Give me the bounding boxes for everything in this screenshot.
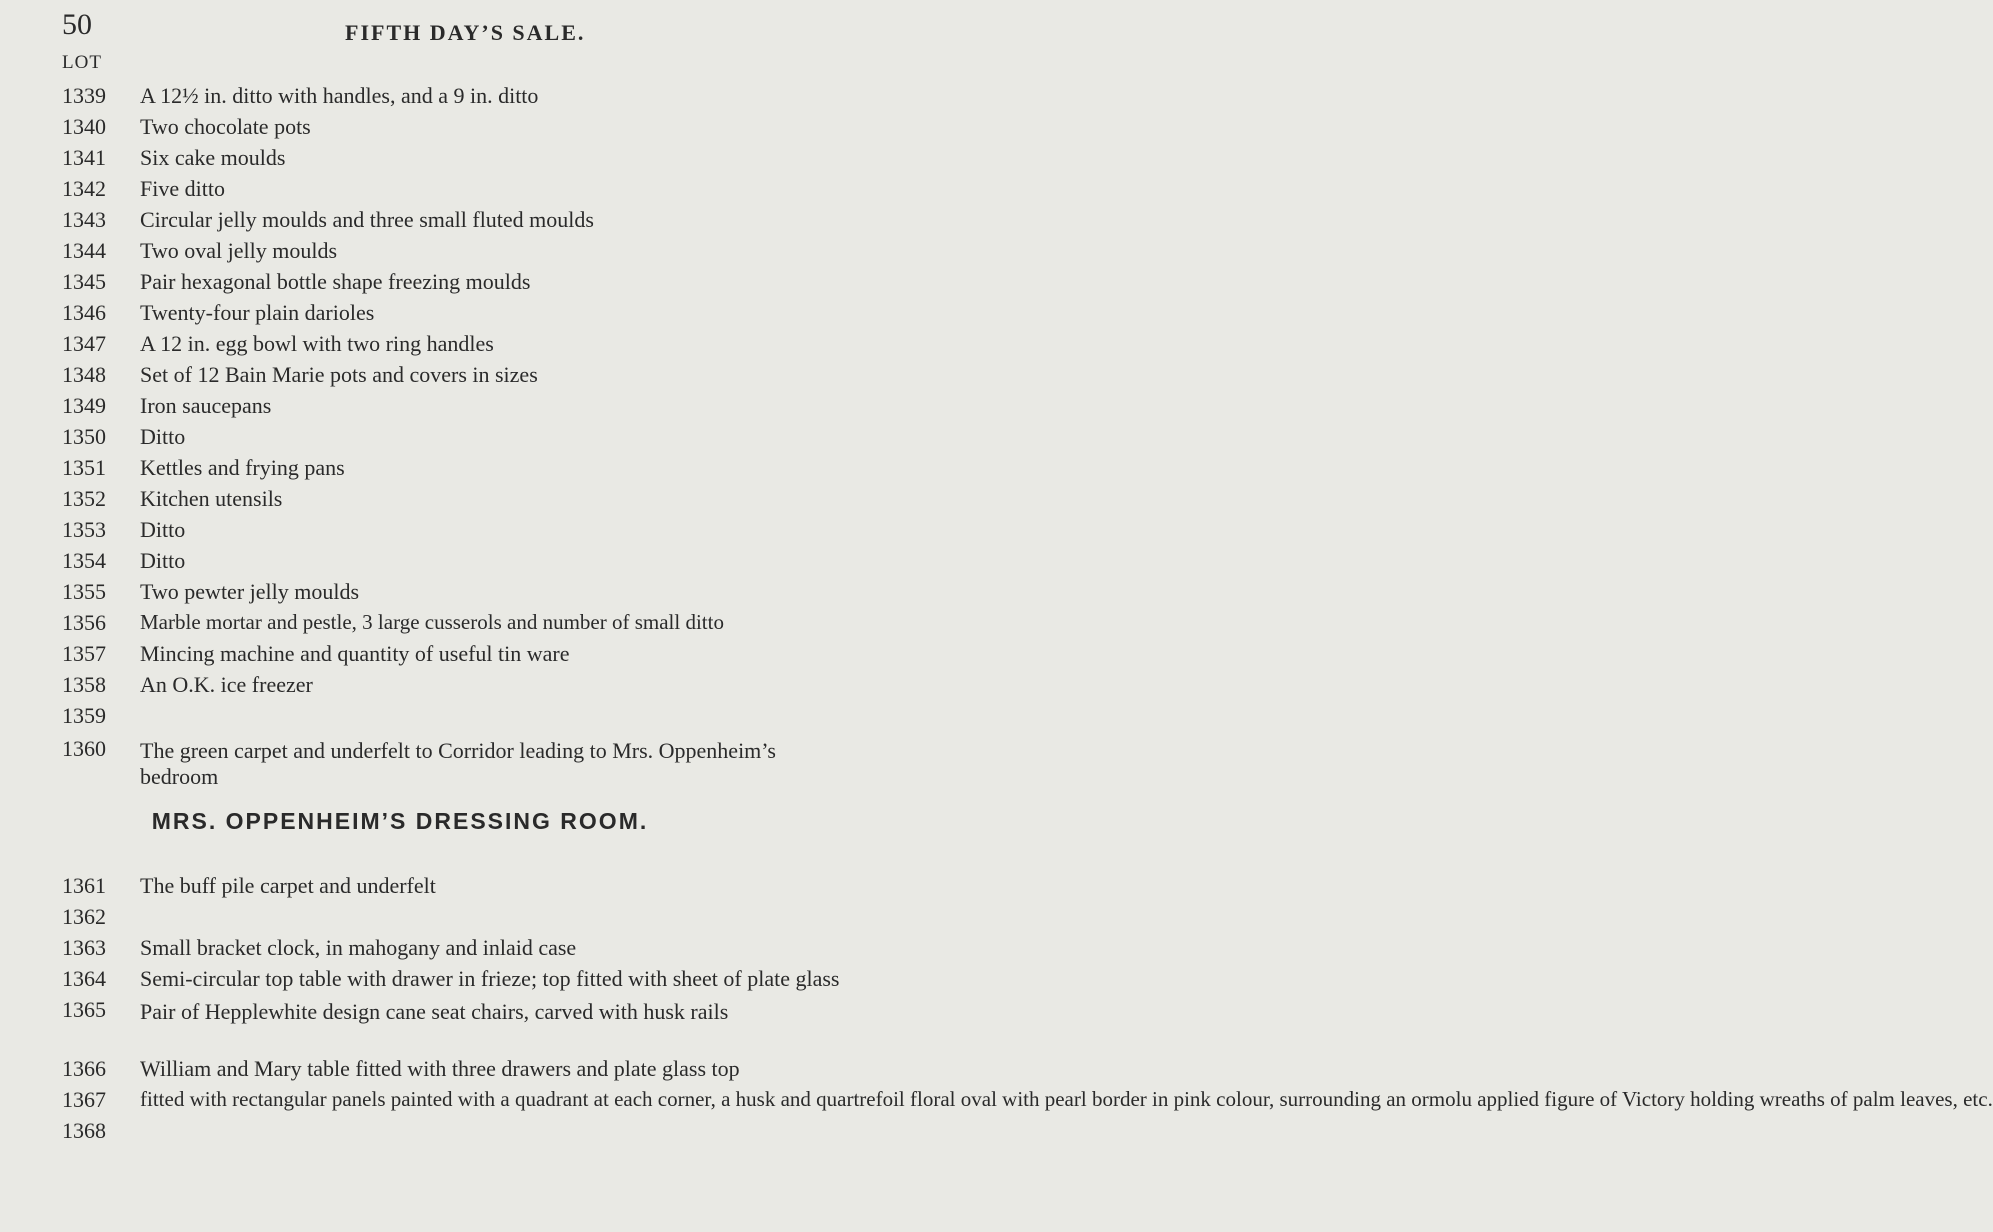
lot-number: 1356 [62, 610, 106, 635]
lot-description: Six cake moulds [140, 145, 286, 170]
lot-number: 1345 [62, 269, 106, 294]
lot-number: 1352 [62, 486, 106, 511]
lot-description: Circular jelly moulds and three small fluted moulds [140, 207, 594, 232]
lot-number: 1341 [62, 145, 106, 170]
lot-description: Two chocolate pots [140, 114, 311, 139]
lot-number: 1359 [62, 703, 106, 728]
lot-number: 1354 [62, 548, 106, 573]
lot-description: Semi-circular top table with drawer in frieze; top fitted with sheet of plate glass [140, 966, 840, 991]
page-number: 50 [62, 8, 92, 41]
lot-number: 1362 [62, 904, 106, 929]
lot-description: Two pewter jelly moulds [140, 579, 360, 604]
lot-description: Small bracket clock, in mahogany and inlaid case [140, 935, 577, 960]
lot-description: Two oval jelly moulds [140, 238, 338, 263]
lot-description: Twenty-four plain darioles [140, 300, 375, 325]
lot-number: 1346 [62, 300, 106, 325]
lot-number: 1357 [62, 641, 106, 666]
lot-number: 1353 [62, 517, 106, 542]
lot-number: 1364 [62, 966, 106, 991]
lot-number: 1349 [62, 393, 106, 418]
lot-description: The green carpet and underfelt to Corridor leading to Mrs. Oppenheim’s bedroom [140, 738, 776, 789]
section-heading: MRS. OPPENHEIM’S DRESSING ROOM. [151, 808, 649, 834]
lot-description: Kitchen utensils [140, 486, 283, 511]
lot-column-label: LOT [62, 52, 102, 73]
lot-description: Pair hexagonal bottle shape freezing moulds [140, 269, 531, 294]
lot-description: William and Mary table fitted with three drawers and plate glass top [140, 1056, 740, 1081]
lot-number: 1358 [62, 672, 106, 697]
lot-number: 1365 [62, 997, 106, 1022]
lot-description: Kettles and frying pans [140, 455, 345, 480]
lot-number: 1344 [62, 238, 106, 263]
lot-number: 1343 [62, 207, 106, 232]
lot-description: Marble mortar and pestle, 3 large cusserols and number of small ditto [140, 610, 724, 634]
lot-description: Ditto [140, 548, 186, 573]
lot-description: A 12½ in. ditto with handles, and a 9 in. ditto [140, 83, 539, 108]
lot-description: Five ditto [140, 176, 225, 201]
lot-description: Ditto [140, 517, 186, 542]
lot-description: Ditto [140, 424, 186, 449]
lot-description: Mincing machine and quantity of useful tin ware [140, 641, 570, 666]
lot-number: 1350 [62, 424, 106, 449]
lot-number: 1348 [62, 362, 106, 387]
lot-description: The buff pile carpet and underfelt [140, 873, 436, 898]
lot-description: Iron saucepans [140, 393, 272, 418]
lot-description: An O.K. ice freezer [140, 672, 313, 697]
lot-number: 1347 [62, 331, 106, 356]
lot-number: 1367 [62, 1087, 106, 1112]
lot-number: 1361 [62, 873, 106, 898]
lot-description: A 12 in. egg bowl with two ring handles [140, 331, 494, 356]
lot-number: 1342 [62, 176, 106, 201]
lot-description: Set of 12 Bain Marie pots and covers in sizes [140, 362, 538, 387]
lot-number: 1355 [62, 579, 106, 604]
lot-number: 1366 [62, 1056, 106, 1081]
lot-number: 1363 [62, 935, 106, 960]
lot-row [62, 1120, 780, 1230]
page-title: FIFTH DAY’S SALE. [345, 20, 586, 45]
lot-number: 1360 [62, 736, 106, 761]
lot-number: 1368 [62, 1118, 106, 1143]
lot-description: Pair of Hepplewhite design cane seat chairs, carved with husk rails [140, 999, 729, 1024]
lot-number: 1340 [62, 114, 106, 139]
lot-description: fitted with rectangular panels painted with a quadrant at each corner, a husk and quartrefoil floral oval with pearl border in pink colour, surrounding an ormolu applied figure of Victory holding wreaths of palm leaves, etc. [140, 1087, 1993, 1111]
lot-row [62, 999, 780, 1055]
lot-number: 1351 [62, 455, 106, 480]
lot-row [62, 738, 780, 798]
lot-number: 1339 [62, 83, 106, 108]
